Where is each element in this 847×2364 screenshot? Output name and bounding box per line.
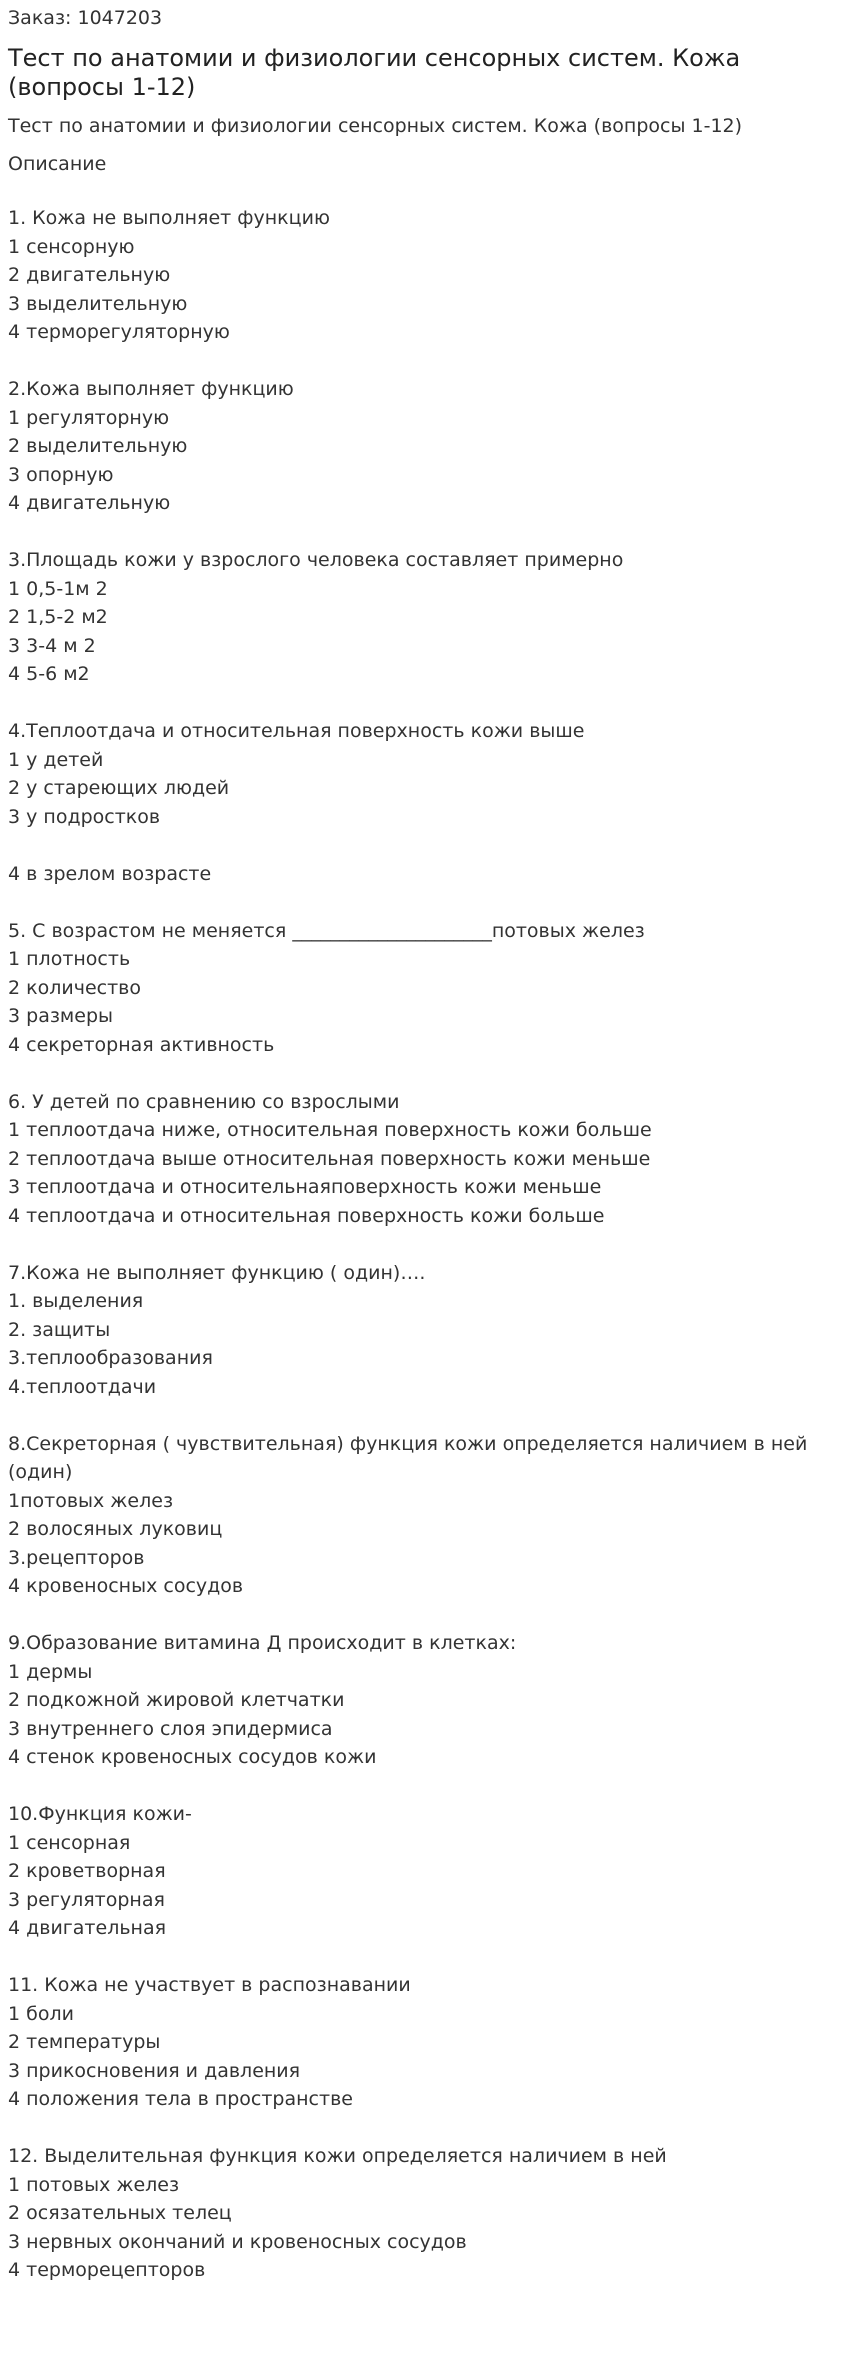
blank-line: [8, 1772, 839, 1801]
blank-line: [8, 1059, 839, 1088]
text-line: 2 1,5-2 м2: [8, 606, 108, 628]
text-line: 1 потовых желез: [8, 2173, 180, 2196]
text-line: 4 5-6 м2: [8, 663, 90, 685]
blank-line: [8, 518, 839, 547]
blank-line: [8, 2114, 839, 2143]
text-line: 1 сенсорную: [8, 235, 135, 258]
text-line: 2 количество: [8, 976, 141, 999]
blank-line: [8, 347, 839, 376]
text-line: 4 положения тела в пространстве: [8, 2088, 353, 2110]
text-line: 3 выделительную: [8, 292, 188, 315]
blank-line: [8, 1230, 839, 1259]
text-line: 3.Площадь кожи у взрослого человека составляет примерно: [8, 549, 624, 571]
text-line: 2 кроветворная: [8, 1860, 166, 1882]
text-line: 4 секреторная активность: [8, 1033, 275, 1056]
text-line: 3 прикосновения и давления: [8, 2059, 301, 2082]
text-line: 1 регуляторную: [8, 406, 170, 429]
text-line: 4.Теплоотдача и относительная поверхность кожи выше: [8, 720, 585, 742]
text-line: 1 у детей: [8, 748, 104, 771]
description-content: [8, 204, 839, 2285]
text-line: 6. У детей по сравнению со взрослыми: [8, 1090, 400, 1113]
blank-line: [8, 689, 839, 718]
text-line: 3.теплообразования: [8, 1347, 213, 1369]
text-line: 1. Кожа не выполняет функцию: [8, 207, 330, 229]
text-line: (один): [8, 1461, 73, 1483]
text-line: 2 двигательную: [8, 264, 171, 286]
text-line: 12. Выделительная функция кожи определяется наличием в ней: [8, 2145, 667, 2167]
text-line: 4 двигательная: [8, 1917, 167, 1939]
text-line: 3 внутреннего слоя эпидермиса: [8, 1717, 333, 1740]
text-line: 2 теплоотдача выше относительная поверхность кожи меньше: [8, 1147, 651, 1170]
text-line: 1 теплоотдача ниже, относительная поверхность кожи больше: [8, 1119, 652, 1141]
text-line: 4 теплоотдача и относительная поверхность кожи больше: [8, 1204, 605, 1227]
text-line: 2 у стареющих людей: [8, 777, 230, 799]
text-line: 2.Кожа выполняет функцию: [8, 378, 294, 400]
text-line: 2 температуры: [8, 2031, 161, 2053]
text-line: 2 волосяных луковиц: [8, 1518, 223, 1540]
text-line: 1 дермы: [8, 1660, 93, 1683]
text-line: 4 терморецепторов: [8, 2259, 206, 2281]
text-line: 3 нервных окончаний и кровеносных сосудов: [8, 2230, 467, 2253]
text-line: 11. Кожа не участвует в распознавании: [8, 1974, 411, 1996]
text-line: 2. защиты: [8, 1318, 111, 1341]
text-line: 3 опорную: [8, 463, 114, 486]
text-line: 3 регуляторная: [8, 1888, 165, 1911]
text-line: 4.теплоотдачи: [8, 1375, 157, 1398]
order-number: Заказ: 1047203: [8, 7, 163, 29]
text-line: 1 боли: [8, 2002, 74, 2025]
text-line: 2 выделительную: [8, 435, 188, 457]
page-subtitle: Тест по анатомии и физиологии сенсорных систем. Кожа (вопросы 1-12): [8, 115, 743, 137]
text-line: 4 кровеносных сосудов: [8, 1575, 244, 1597]
blank-line: [8, 1601, 839, 1630]
text-line: 1потовых желез: [8, 1489, 174, 1512]
text-line: 3.рецепторов: [8, 1546, 145, 1569]
text-line: 2 осязательных телец: [8, 2202, 232, 2224]
text-line: 3 у подростков: [8, 805, 161, 828]
text-line: 3 размеры: [8, 1005, 114, 1027]
text-line: 1 плотность: [8, 948, 131, 970]
page-title: Тест по анатомии и физиологии сенсорных систем. Кожа (вопросы 1-12): [8, 44, 741, 101]
description-label: Описание: [8, 153, 107, 175]
text-line: 3 3-4 м 2: [8, 634, 96, 657]
text-line: 5. С возрастом не меняется _____________________потовых желез: [8, 919, 645, 942]
blank-line: [8, 888, 839, 917]
text-line: 4 терморегуляторную: [8, 321, 230, 343]
text-line: 8.Секреторная ( чувствительная) функция кожи определяется наличием в ней: [8, 1432, 808, 1455]
text-line: 2 подкожной жировой клетчатки: [8, 1689, 345, 1711]
text-line: 3 теплоотдача и относительнаяповерхность кожи меньше: [8, 1176, 602, 1198]
blank-line: [8, 1401, 839, 1430]
blank-line: [8, 831, 839, 860]
text-line: 1 сенсорная: [8, 1831, 131, 1854]
text-line: 1 0,5-1м 2: [8, 577, 108, 600]
text-line: 4 стенок кровеносных сосудов кожи: [8, 1746, 377, 1768]
text-line: 4 в зрелом возрасте: [8, 862, 212, 885]
text-line: 4 двигательную: [8, 492, 171, 514]
blank-line: [8, 1943, 839, 1972]
text-line: 10.Функция кожи-: [8, 1803, 192, 1825]
text-line: 9.Образование витамина Д происходит в клетках:: [8, 1632, 517, 1654]
text-line: 1. выделения: [8, 1290, 144, 1312]
text-line: 7.Кожа не выполняет функцию ( один)….: [8, 1261, 426, 1284]
